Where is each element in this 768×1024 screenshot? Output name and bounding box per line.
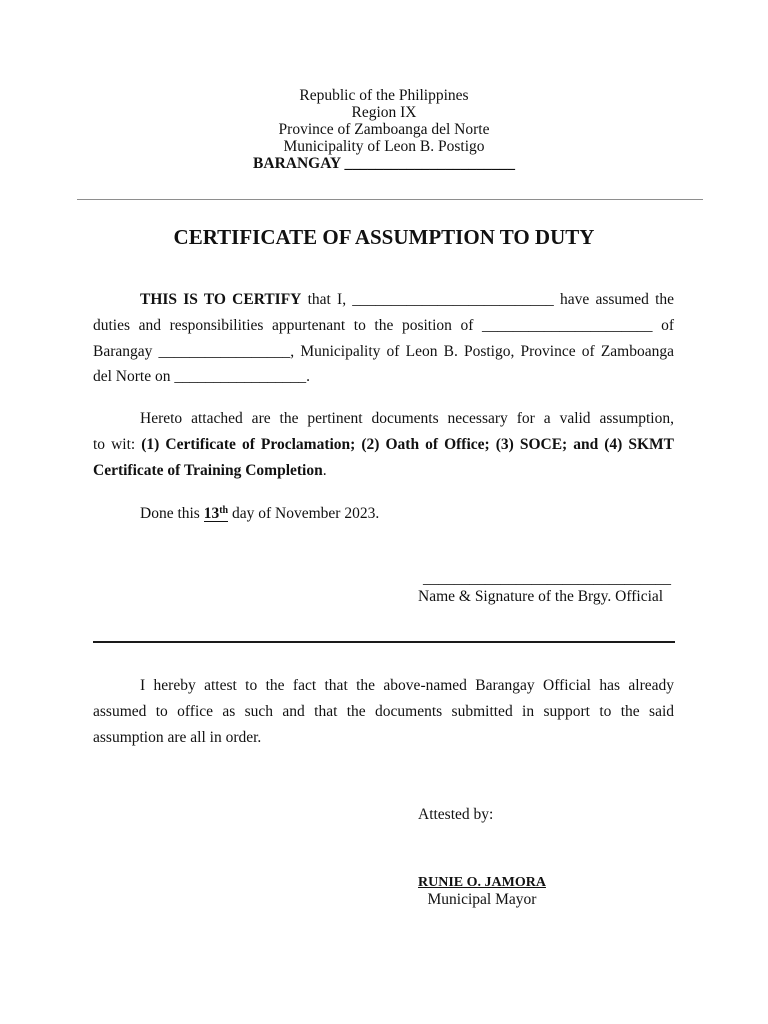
attachments-line-1: Hereto attached are the pertinent documents necessary for a valid assumption,: [140, 410, 674, 427]
barangay-label: BARANGAY: [253, 155, 341, 172]
certification-line-4: del Norte on _________________.: [93, 368, 310, 386]
header-divider: [77, 199, 703, 200]
date-day-number: 13: [203, 505, 220, 522]
attachments-line-3: [93, 458, 674, 484]
certification-line-3: Barangay _________________, Municipality of Leon B. Postigo, Province of Zamboanga: [93, 342, 674, 360]
date-line: [93, 501, 674, 527]
date-paragraph: [93, 501, 674, 527]
header-province: Province of Zamboanga del Norte: [278, 121, 490, 138]
attestation-line-3: assumption are all in order.: [93, 728, 262, 746]
attachments-line-2: [93, 432, 674, 458]
attachments-intro: to wit:: [93, 435, 136, 453]
date-day-ordinal: th: [219, 505, 229, 516]
attachments-list-part-2: Certificate of Training Completion: [93, 461, 323, 479]
header-region: Region IX: [351, 104, 417, 121]
header-barangay-line: [0, 155, 768, 172]
section-divider: [93, 641, 675, 643]
mayor-signatory-block: [418, 874, 546, 908]
certification-line-2: duties and responsibilities appurtenant to the position of ______________________ of: [93, 316, 674, 334]
attachments-paragraph: [93, 406, 674, 483]
header-municipality: Municipality of Leon B. Postigo: [283, 138, 485, 155]
signatory-name: RUNIE O. JAMORA: [418, 875, 546, 890]
official-signature-block: [418, 570, 671, 606]
date-suffix: day of November 2023.: [232, 505, 380, 522]
header-country: Republic of the Philippines: [299, 87, 469, 104]
attachments-end-period: .: [322, 461, 327, 479]
certification-line-1: [93, 287, 674, 313]
date-day: [204, 506, 228, 522]
certification-paragraph: [93, 287, 674, 390]
attachments-list-part-1: (1) Certificate of Proclamation; (2) Oath of Office; (3) SOCE; and (4) SKMT: [141, 435, 675, 453]
signature-caption: Name & Signature of the Brgy. Official: [418, 588, 664, 605]
letterhead: [0, 87, 768, 172]
attestation-line-1: I hereby attest to the fact that the above-named Barangay Official has already: [140, 677, 674, 694]
certification-line-1-text: that I, __________________________ have assumed the: [307, 291, 675, 308]
barangay-name-blank: ______________________: [344, 155, 515, 172]
attestation-paragraph: [93, 673, 674, 750]
attested-by-label: Attested by:: [418, 806, 494, 823]
signature-line: [418, 570, 671, 588]
certify-lead: THIS IS TO CERTIFY: [140, 291, 302, 308]
signatory-position: Municipal Mayor: [427, 891, 537, 908]
date-prefix: Done this: [140, 505, 200, 522]
signature-blank: ________________________________: [423, 570, 671, 587]
attestation-line-2: assumed to office as such and that the documents submitted in support to the said: [93, 702, 674, 720]
document-title: CERTIFICATE OF ASSUMPTION TO DUTY: [173, 225, 595, 249]
